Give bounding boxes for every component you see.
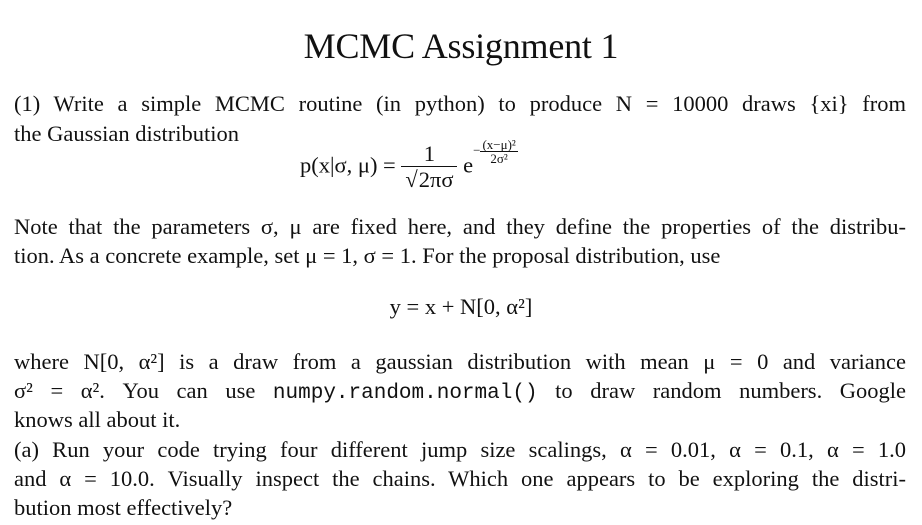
code-snippet: numpy.random.normal(): [272, 382, 538, 405]
assignment-title: MCMC Assignment 1: [303, 26, 619, 66]
fraction-denominator: √2πσ: [405, 167, 454, 192]
paragraph-line-9: and α = 10.0. Visually inspect the chains. Which one appears to be exploring the distri-: [14, 466, 906, 491]
line6-text-b: to draw random numbers. Google: [555, 378, 907, 403]
paragraph-line-5: where N[0, α²] is a draw from a gaussian distribution with mean μ = 0 and variance: [14, 349, 906, 374]
paragraph-line-2: the Gaussian distribution: [14, 121, 239, 146]
paragraph-line-8: (a) Run your code trying four different jump size scalings, α = 0.01, α = 0.1, α = 1.0: [14, 437, 906, 462]
paragraph-line-7: knows all about it.: [14, 407, 181, 432]
equation-fraction: [401, 142, 457, 193]
exponent-denominator: 2σ²: [490, 151, 508, 166]
exponential-base: e: [463, 152, 474, 178]
exponent-numerator: (x−μ)²: [482, 137, 516, 152]
paragraph-line-1: (1) Write a simple MCMC routine (in python) to produce N = 10000 draws {xi} from: [14, 91, 906, 116]
equation-lhs: p(x|σ, μ) =: [300, 152, 396, 178]
fraction-numerator: 1: [401, 142, 457, 167]
paragraph-line-6: [14, 377, 906, 408]
paragraph-line-10: bution most effectively?: [14, 495, 233, 520]
line6-text-a: σ² = α². You can use: [14, 378, 256, 403]
proposal-equation: y = x + N[0, α²]: [389, 294, 533, 319]
exponent: − $\frac{\text{(x−μ)²}}{\text{2σ²}}$: [473, 137, 516, 166]
sqrt-radicand: 2πσ: [418, 167, 454, 192]
gaussian-equation: [300, 137, 518, 193]
paragraph-line-3: Note that the parameters σ, μ are fixed here, and they define the properties of the distribu-: [14, 214, 906, 239]
paragraph-line-4: tion. As a concrete example, set μ = 1, σ = 1. For the proposal distribution, use: [14, 243, 721, 268]
